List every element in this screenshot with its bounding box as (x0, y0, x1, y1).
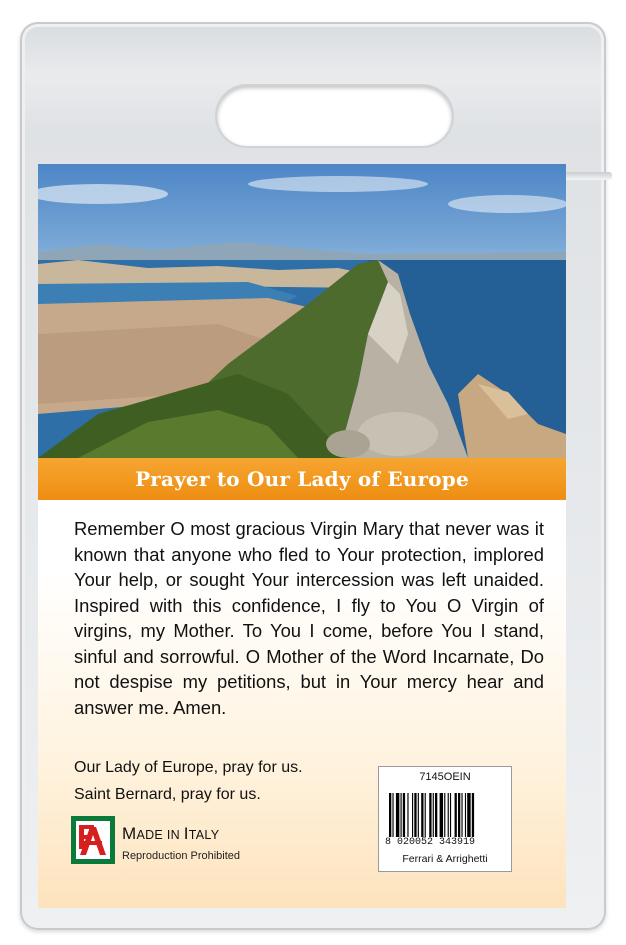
barcode-bar (407, 793, 408, 837)
barcode-bar (440, 793, 443, 837)
barcode-bar (412, 793, 413, 837)
barcode-bar (401, 793, 402, 837)
barcode-bar (467, 793, 470, 837)
barcode-bar (472, 793, 474, 837)
barcode-label (378, 766, 512, 872)
barcode-bar (450, 793, 451, 837)
prayer-card (38, 164, 566, 908)
barcode-bar (396, 793, 399, 837)
barcode-bar (465, 793, 466, 837)
barcode-bar (448, 793, 449, 837)
hang-hole (217, 86, 452, 146)
barcode-bar (403, 793, 405, 837)
prayer-text: Remember O most gracious Virgin Mary that never was it known that anyone who fled to Your protection, implored Your help, or sought Your intercession was left unaided. Inspired with this confidence, I fly to You O Virgin of virgins, my Mother. To You I come, before You I stand, sinful and sorrowful. O Mother of the Word Incarnate, Do not despise my petitions, but in Your mercy hear and answer me. Amen. (74, 518, 544, 718)
barcode-bar (444, 793, 445, 837)
made-m: M (122, 824, 137, 843)
fa-logo-icon (71, 816, 115, 864)
invocation-line: Our Lady of Europe, pray for us. (74, 759, 303, 776)
barcode-bar (418, 793, 419, 837)
italy-rest: TALY (188, 828, 220, 842)
made-rest: ADE IN (136, 828, 184, 842)
invocations (74, 754, 374, 808)
barcode-number: 8 020052 343919 (385, 837, 476, 848)
barcode-bar (458, 793, 460, 837)
barcode-bar (433, 793, 434, 837)
barcode-bar (414, 793, 416, 837)
barcode-bar (429, 793, 431, 837)
barcode-bar (421, 793, 423, 837)
barcode-bar (392, 793, 393, 837)
italy-i: I (183, 824, 189, 843)
product-code: 7145OEIN (419, 771, 471, 783)
title-banner (38, 458, 566, 500)
landscape-illustration (38, 164, 566, 458)
prayer-title: Prayer to Our Lady of Europe (135, 467, 469, 491)
barcode-icon (389, 793, 501, 837)
reproduction-notice: Reproduction Prohibited (122, 850, 241, 862)
manufacturer-name: Ferrari & Arrighetti (402, 853, 488, 865)
barcode-bar (461, 793, 462, 837)
barcode-bar (435, 793, 437, 837)
rock-of-gibraltar-photo (38, 164, 566, 458)
invocation-line: Saint Bernard, pray for us. (74, 786, 261, 803)
made-in-italy-label (122, 824, 219, 844)
barcode-bar (425, 793, 426, 837)
barcode-bar (389, 793, 391, 837)
barcode-bar (455, 793, 457, 837)
